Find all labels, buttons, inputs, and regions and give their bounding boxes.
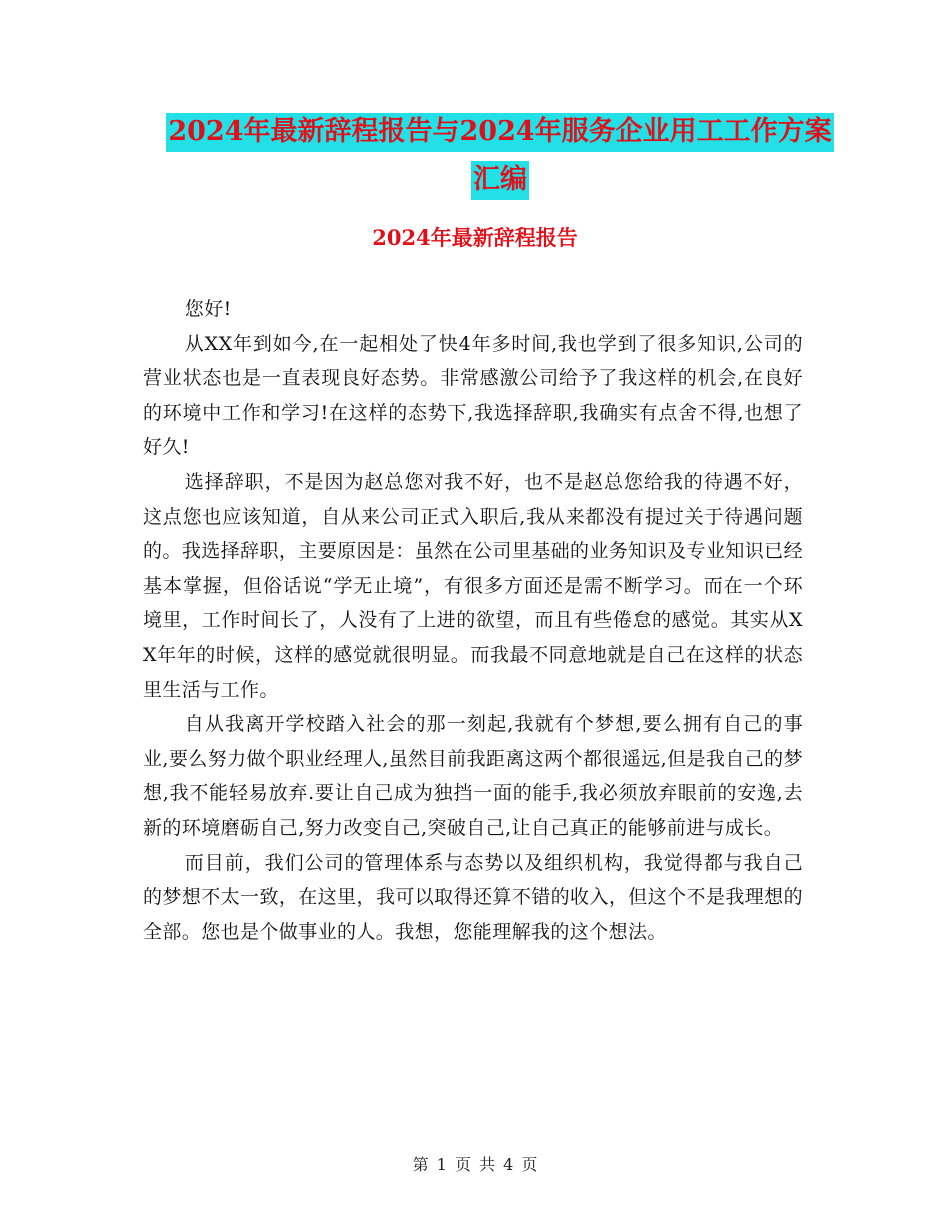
paragraph: 而目前，我们公司的管理体系与态势以及组织机构，我觉得都与我自己的梦想不太一致，在这里，我可以取得还算不错的收入，但这个不是我理想的全部。您也是个做事业的人。我想，您能理解我的这个想法。 — [143, 851, 803, 943]
page-number-footer: 第 1 页 共 4 页 — [412, 1155, 538, 1174]
document-title — [120, 108, 880, 204]
section-title: 2024年最新辞程报告 — [372, 225, 578, 250]
document-body — [143, 292, 803, 949]
paragraph: 选择辞职，不是因为赵总您对我不好，也不是赵总您给我的待遇不好，这点您也应该知道，自从来公司正式入职后,我从来都没有提过关于待遇问题的。我选择辞职，主要原因是：虽然在公司里基础的业务知识及专业知识已经基本掌握，但俗话说“学无止境”，有很多方面还是需不断学习。而在一个环境里，工作时间长了，人没有了上进的欲望，而且有些倦怠的感觉。其实从XX年年的时候，这样的感觉就很明显。而我最不同意地就是自己在这样的状态里生活与工作。 — [143, 470, 803, 701]
paragraph-greeting: 您好! — [184, 298, 232, 320]
paragraph: 从XX年到如今,在一起相处了快4年多时间,我也学到了很多知识,公司的营业状态也是一直表现良好态势。非常感激公司给予了我这样的机会,在良好的环境中工作和学习!在这样的态势下,我选择辞职,我确实有点舍不得,也想了好久! — [143, 332, 803, 459]
paragraph: 自从我离开学校踏入社会的那一刻起,我就有个梦想,要么拥有自己的事业,要么努力做个职业经理人,虽然目前我距离这两个都很遥远,但是我自己的梦想,我不能轻易放弃.要让自己成为独挡一面的能手,我必须放弃眼前的安逸,去新的环境磨砺自己,努力改变自己,突破自己,让自己真正的能够前进与成长。 — [143, 713, 803, 839]
document-title-line-1: 2024年最新辞程报告与2024年服务企业用工工作方案 — [166, 113, 833, 152]
document-title-line-2: 汇编 — [471, 161, 529, 200]
